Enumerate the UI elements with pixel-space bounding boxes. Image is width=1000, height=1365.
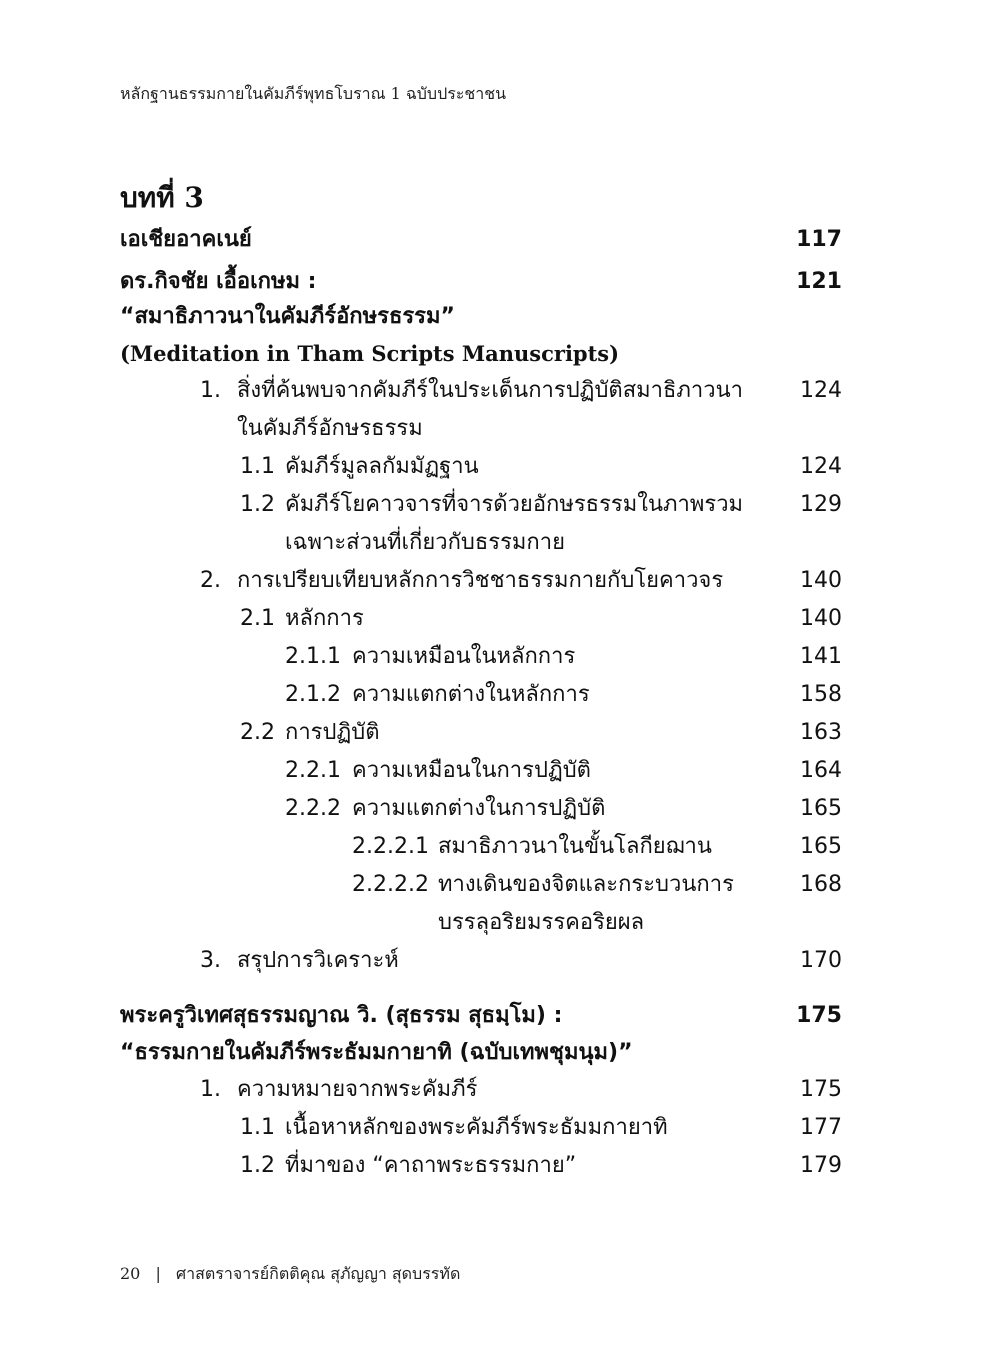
toc-item-page: 158 — [800, 682, 842, 707]
toc-item-text: หลักการ — [285, 606, 364, 631]
footer-author: ศาสตราจารย์กิตติคุณ สุภัญญา สุดบรรทัด — [175, 1264, 461, 1283]
toc-item-number: 2. — [200, 568, 221, 593]
toc-item-page: 129 — [800, 492, 842, 517]
article1-title-th: “สมาธิภาวนาในคัมภีร์อักษรธรรม” — [120, 304, 455, 329]
toc-item-page: 179 — [800, 1153, 842, 1178]
toc-item-number: 1. — [200, 378, 221, 403]
toc-item-number: 2.1.2 — [285, 682, 341, 707]
toc-item-text-continued: เฉพาะส่วนที่เกี่ยวกับธรรมกาย — [285, 530, 565, 555]
toc-item-number: 1.1 — [240, 454, 275, 479]
toc-item-number: 3. — [200, 948, 221, 973]
toc-region-title: เอเชียอาคเนย์ — [120, 227, 252, 252]
toc-item-page: 165 — [800, 834, 842, 859]
toc-item-page: 124 — [800, 378, 842, 403]
toc-item-text: ความหมายจากพระคัมภีร์ — [237, 1077, 478, 1102]
toc-item-text: การปฏิบัติ — [285, 720, 380, 745]
toc-item-page: 140 — [800, 606, 842, 631]
toc-item-page: 165 — [800, 796, 842, 821]
toc-item-text-continued: บรรลุอริยมรรคอริยผล — [438, 910, 645, 935]
article1-title-en: (Meditation in Tham Scripts Manuscripts) — [120, 341, 620, 366]
toc-item-page: 141 — [800, 644, 842, 669]
page-number: 20 — [120, 1264, 141, 1283]
toc-item-number: 1.1 — [240, 1115, 275, 1140]
toc-item-text: ความแตกต่างในการปฏิบัติ — [352, 796, 606, 821]
toc-item-page: 175 — [800, 1077, 842, 1102]
page-footer — [120, 1262, 460, 1287]
toc-item-text: สมาธิภาวนาในขั้นโลกียฌาน — [438, 834, 712, 859]
chapter-title: บทที่ 3 — [120, 181, 204, 214]
toc-region-page: 117 — [796, 227, 842, 252]
toc-item-number: 1.2 — [240, 1153, 275, 1178]
toc-item-number: 1.2 — [240, 492, 275, 517]
toc-item-number: 2.2 — [240, 720, 275, 745]
running-header: หลักฐานธรรมกายในคัมภีร์พุทธโบราณ 1 ฉบับประชาชน — [120, 84, 507, 103]
article2-page: 175 — [796, 1003, 842, 1028]
toc-item-page: 164 — [800, 758, 842, 783]
article1-page: 121 — [796, 269, 842, 294]
toc-item-text: คัมภีร์โยคาวจารที่จารด้วยอักษรธรรมในภาพรวม — [285, 492, 744, 517]
toc-item-page: 124 — [800, 454, 842, 479]
toc-item-text: สรุปการวิเคราะห์ — [237, 948, 399, 973]
toc-item-text: ความเหมือนในหลักการ — [352, 644, 576, 669]
toc-item-page: 168 — [800, 872, 842, 897]
toc-item-text: ความเหมือนในการปฏิบัติ — [352, 758, 591, 783]
toc-item-text: คัมภีร์มูลลกัมมัฏฐาน — [285, 454, 479, 479]
article1-author: ดร.กิจชัย เอื้อเกษม : — [120, 269, 317, 294]
toc-item-page: 163 — [800, 720, 842, 745]
toc-item-number: 2.2.1 — [285, 758, 341, 783]
article2-title-th: “ธรรมกายในคัมภีร์พระธัมมกายาทิ (ฉบับเทพชุมนุม)” — [120, 1040, 633, 1065]
article2-author: พระครูวิเทศสุธรรมญาณ วิ. (สุธรรม สุธมฺโม) : — [120, 1003, 563, 1028]
toc-item-text: ทางเดินของจิตและกระบวนการ — [438, 872, 734, 897]
toc-item-text: การเปรียบเทียบหลักการวิชชาธรรมกายกับโยคาวจร — [237, 568, 724, 593]
toc-item-text: ความแตกต่างในหลักการ — [352, 682, 590, 707]
toc-item-text: ที่มาของ “คาถาพระธรรมกาย” — [285, 1153, 577, 1178]
toc-item-page: 177 — [800, 1115, 842, 1140]
toc-item-number: 1. — [200, 1077, 221, 1102]
toc-item-page: 140 — [800, 568, 842, 593]
toc-item-number: 2.2.2.2 — [352, 872, 429, 897]
toc-item-number: 2.2.2 — [285, 796, 341, 821]
footer-separator: | — [155, 1264, 161, 1283]
toc-item-page: 170 — [800, 948, 842, 973]
toc-item-text: เนื้อหาหลักของพระคัมภีร์พระธัมมกายาทิ — [285, 1115, 668, 1140]
toc-item-number: 2.2.2.1 — [352, 834, 429, 859]
toc-item-number: 2.1 — [240, 606, 275, 631]
toc-item-number: 2.1.1 — [285, 644, 341, 669]
toc-item-text-continued: ในคัมภีร์อักษรธรรม — [237, 416, 423, 441]
toc-item-text: สิ่งที่ค้นพบจากคัมภีร์ในประเด็นการปฏิบัติสมาธิภาวนา — [237, 378, 744, 403]
